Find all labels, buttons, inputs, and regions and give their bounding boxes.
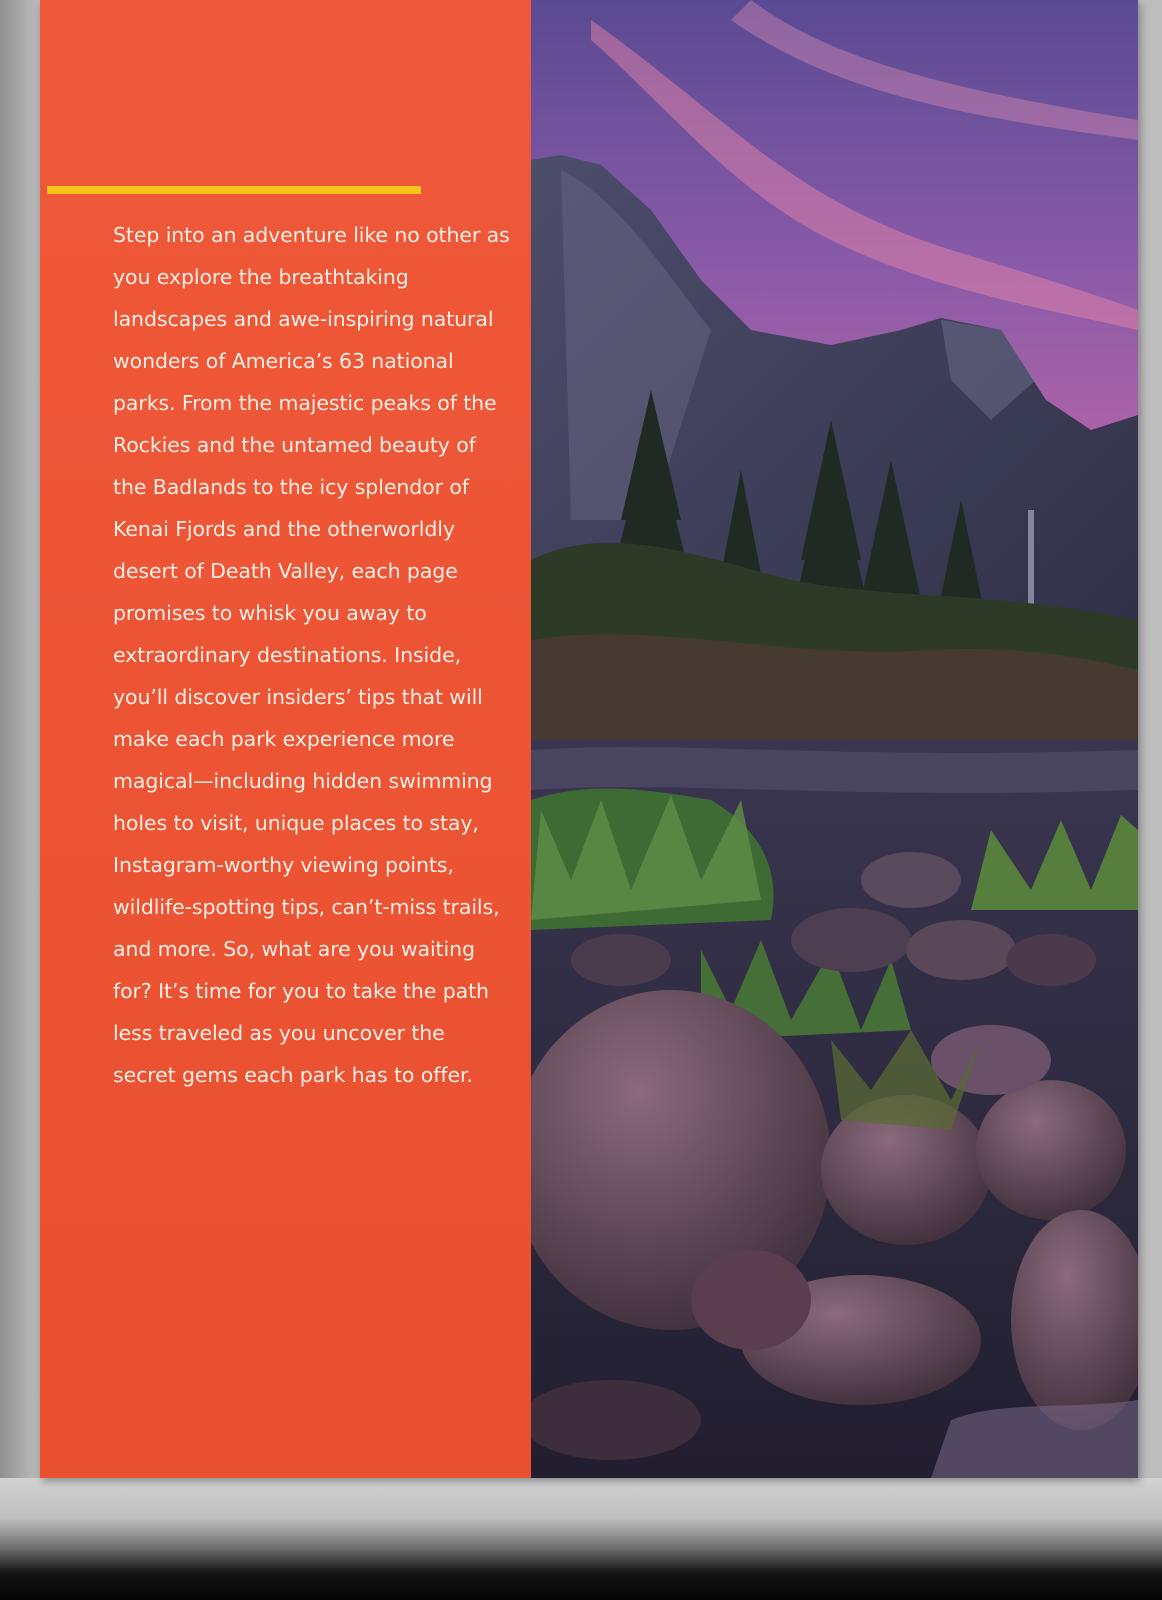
orange-text-panel: [40, 0, 531, 1478]
cover-blurb: Step into an adventure like no other as you explore the breathtaking landscapes and awe-inspiring natural wonders of America’s 63 national parks. From the majestic peaks of the Rockies and the untamed beauty of the Badlands to the icy splendor of Kenai Fjords and the otherworldly desert of Death Valley, each page promises to whisk you away to extraordinary destinations. Inside, you’ll discover insiders’ tips that will make each park experience more magical—including hidden swimming holes to visit, unique places to stay, Instagram-worthy viewing points, wildlife-spotting tips, can’t-miss trails, and more. So, what are you waiting for? It’s time for you to take the path less traveled as you uncover the secret gems each park has to offer.: [113, 223, 510, 1087]
landscape-photo: [531, 0, 1138, 1478]
yellow-accent-bar: [47, 186, 421, 194]
book-back-cover: [40, 0, 1138, 1478]
yosemite-valley-illustration: [531, 0, 1138, 1478]
scan-background: [0, 1478, 1162, 1600]
